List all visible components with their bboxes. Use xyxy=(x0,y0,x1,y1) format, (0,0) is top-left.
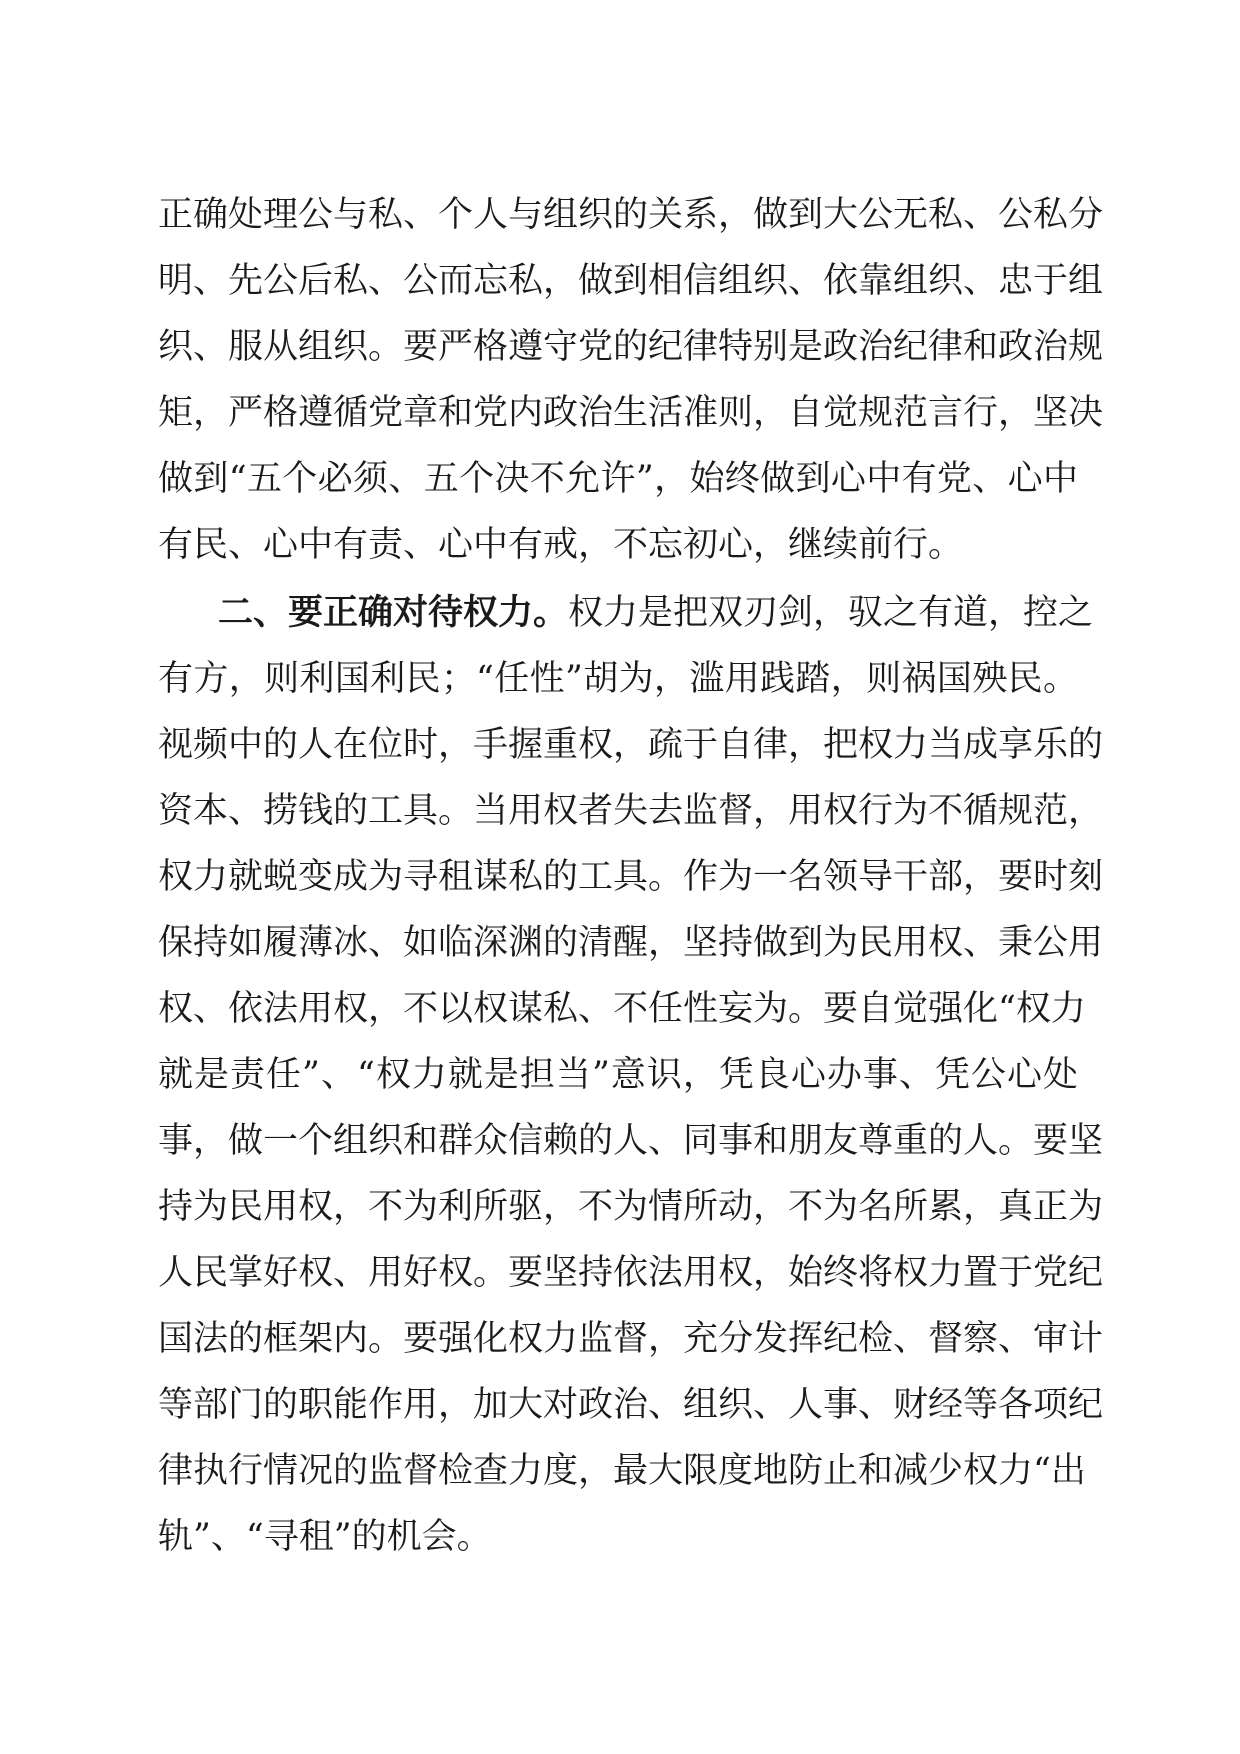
body-text-line: 资本、捞钱的工具。当用权者失去监督，用权行为不循规范， xyxy=(158,791,1104,831)
body-text-line: 保持如履薄冰、如临深渊的清醒，坚持做到为民用权、秉公用 xyxy=(158,923,1104,963)
body-text-line: 做到“五个必须、五个决不允许”，始终做到心中有党、心中 xyxy=(158,459,1078,499)
body-text-line: 持为民用权，不为利所驱，不为情所动，不为名所累，真正为 xyxy=(158,1187,1104,1227)
body-text-line: 正确处理公与私、个人与组织的关系，做到大公无私、公私分 xyxy=(158,195,1104,235)
body-text-line: 有方，则利国利民；“任性”胡为，滥用践踏，则祸国殃民。 xyxy=(158,659,1078,699)
body-text-line: 事，做一个组织和群众信赖的人、同事和朋友尊重的人。要坚 xyxy=(158,1121,1104,1161)
body-text-line: 明、先公后私、公而忘私，做到相信组织、依靠组织、忠于组 xyxy=(158,261,1104,301)
body-text-line: 有民、心中有责、心中有戒，不忘初心，继续前行。 xyxy=(158,525,964,565)
body-text-line: 轨”、“寻租”的机会。 xyxy=(158,1517,492,1557)
body-text-line: 人民掌好权、用好权。要坚持依法用权，始终将权力置于党纪 xyxy=(158,1253,1104,1293)
body-text-line: 视频中的人在位时，手握重权，疏于自律，把权力当成享乐的 xyxy=(158,725,1104,765)
body-text-line: 等部门的职能作用，加大对政治、组织、人事、财经等各项纪 xyxy=(158,1385,1104,1425)
body-text-line: 律执行情况的监督检查力度，最大限度地防止和减少权力“出 xyxy=(158,1451,1086,1491)
body-text-line: 国法的框架内。要强化权力监督，充分发挥纪检、督察、审计 xyxy=(158,1319,1104,1359)
body-text-line: 权力就蜕变成为寻租谋私的工具。作为一名领导干部，要时刻 xyxy=(158,857,1104,897)
body-text-span: 权力是把双刃剑，驭之有道，控之 xyxy=(568,593,1094,633)
section-heading-line xyxy=(218,580,1094,646)
body-text-line: 矩，严格遵循党章和党内政治生活准则，自觉规范言行，坚决 xyxy=(158,393,1104,433)
section-heading: 二、要正确对待权力。 xyxy=(218,593,569,633)
body-text-line: 权、依法用权，不以权谋私、不任性妄为。要自觉强化“权力 xyxy=(158,989,1086,1029)
body-text-line: 织、服从组织。要严格遵守党的纪律特别是政治纪律和政治规 xyxy=(158,327,1104,367)
body-text-line: 就是责任”、“权力就是担当”意识，凭良心办事、凭公心处 xyxy=(158,1055,1078,1095)
